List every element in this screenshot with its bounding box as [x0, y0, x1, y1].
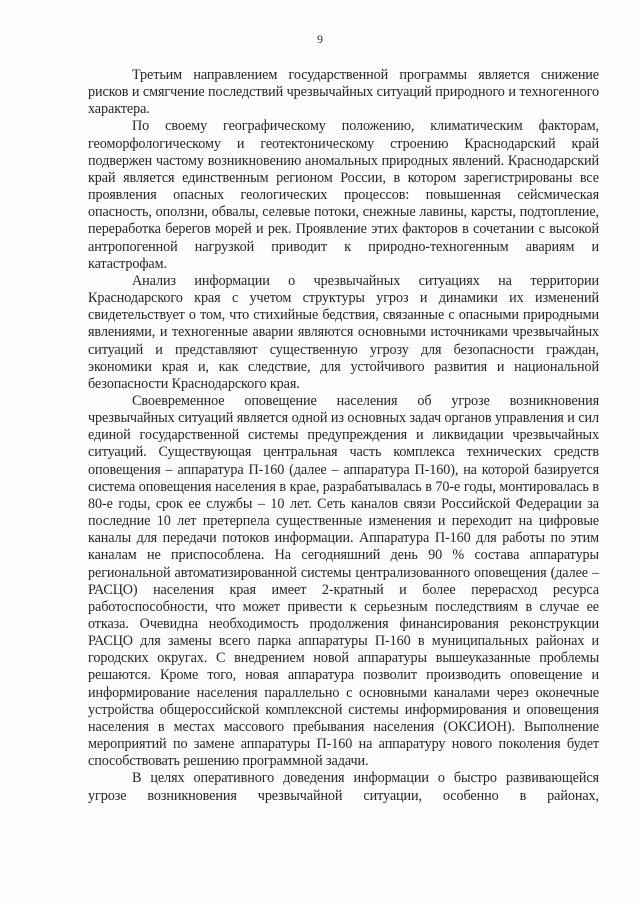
- page-number: 9: [317, 32, 323, 46]
- paragraph-operational-info: В целях оперативного доведения информации о быстро развивающейся угрозе возникновения чрезвычайной ситуации, особенно в районах,: [88, 770, 599, 804]
- document-body: [88, 67, 599, 805]
- paragraph-analysis: Анализ информации о чрезвычайных ситуациях на территории Краснодарского края с учетом структуры угроз и динамики их изменений свидетельствует о том, что стихийные бедствия, связанные с опасными природными явлениями, и техногенные аварии являются основными источниками чрезвычайных ситуаций и представляют существенную угрозу для безопасности граждан, экономики края и, как следствие, для устойчивого развития и национальной безопасности Краснодарского края.: [88, 272, 599, 392]
- paragraph-geography: По своему географическому положению, климатическим факторам, геоморфологическому и геотектоническому строению Краснодарский край подвержен частому возникновению аномальных природных явлений. Краснодарский край является единственным регионом России, в котором зарегистрированы все проявления опасных геологических процессов: повышенная сейсмическая опасность, оползни, обвалы, селевые потоки, снежные лавины, карсты, подтопление, переработка берегов морей и рек. Проявление этих факторов в сочетании с высокой антропогенной нагрузкой приводит к природно-техногенным авариям и катастрофам.: [88, 118, 599, 272]
- paragraph-notification-system: Своевременное оповещение населения об угрозе возникновения чрезвычайных ситуаций является одной из основных задач органов управления и сил единой государственной системы предупреждения и ликвидации чрезвычайных ситуаций. Существующая центральная часть комплекса технических средств оповещения – аппаратура П-160 (далее – аппаратура П-160), на которой базируется система оповещения населения в крае, разрабатывалась в 70-е годы, монтировалась в 80-е годы, срок ее службы – 10 лет. Сеть каналов связи Российской Федерации за последние 10 лет претерпела существенные изменения и переходит на цифровые каналы для передачи потоков информации. Аппаратура П-160 для работы по этим каналам не приспособлена. На сегодняшний день 90 % состава аппаратуры региональной автоматизированной системы централизованного оповещения (далее – РАСЦО) населения края имеет 2-кратный и более перерасход ресурса работоспособности, что может привести к серьезным последствиям в случае ее отказа. Очевидна необходимость продолжения финансирования реконструкции РАСЦО для замены всего парка аппаратуры П-160 в муниципальных районах и городских округах. С внедрением новой аппаратуры вышеуказанные проблемы решаются. Кроме того, новая аппаратура позволит производить оповещение и информирование населения параллельно с основными каналами через оконечные устройства общероссийской комплексной системы информирования и оповещения населения в местах массового пребывания населения (ОКСИОН). Выполнение мероприятий по замене аппаратуры П-160 на аппаратуру нового поколения будет способствовать решению программной задачи.: [88, 392, 599, 770]
- paragraph-risk-reduction: Третьим направлением государственной программы является снижение рисков и смягчение последствий чрезвычайных ситуаций природного и техногенного характера.: [88, 67, 599, 118]
